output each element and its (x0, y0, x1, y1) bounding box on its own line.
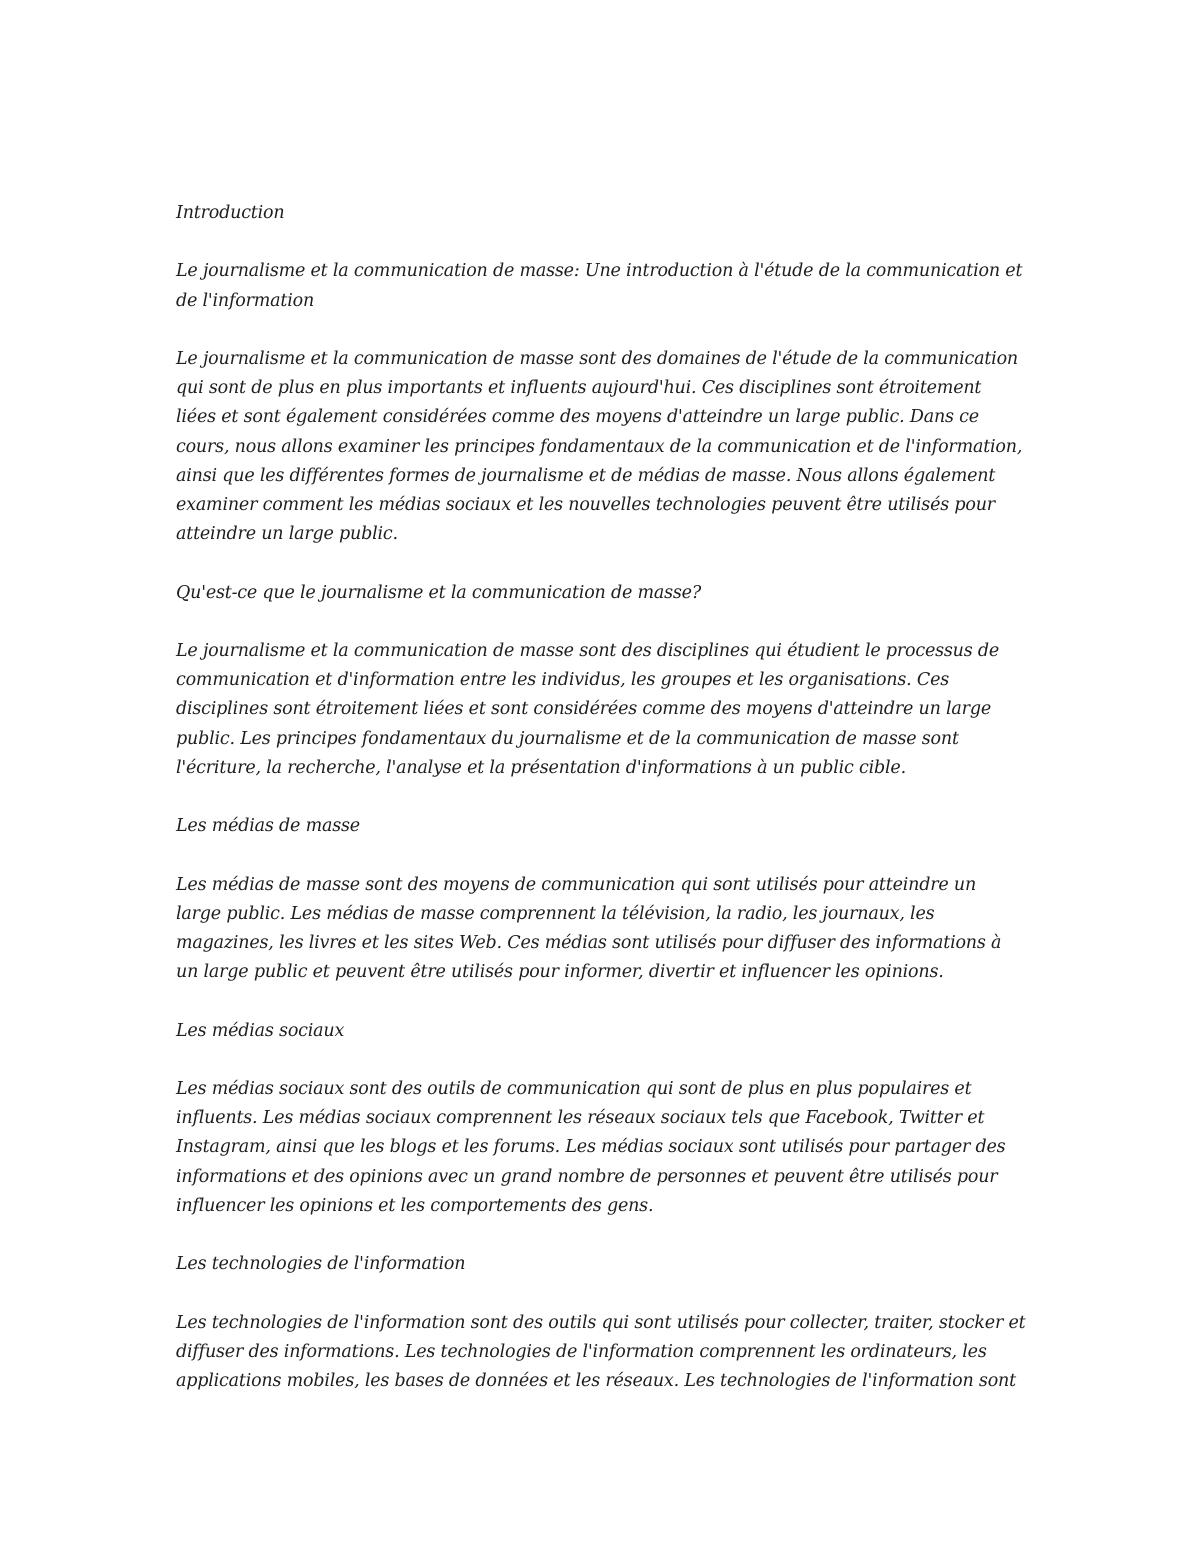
section-paragraph-information-technology: Les technologies de l'information sont des outils qui sont utilisés pour collecter, traiter, stocker et diffuser des informations. Les technologies de l'information comprennent les ordinateurs, les applications mobiles, les bases de données et les réseaux. Les technologies de l'information sont (176, 1312, 1026, 1391)
section-heading-mass-media: Les médias de masse (176, 816, 360, 837)
intro-paragraph: Le journalisme et la communication de masse sont des domaines de l'étude de la communication qui sont de plus en plus importants et influents aujourd'hui. Ces disciplines sont étroitement liées et sont également considérées comme des moyens d'atteindre un large public. Dans ce cours, nous allons examiner les principes fondamentaux de la communication et de l'information, ainsi que les différentes formes de journalisme et de médias de masse. Nous allons également examiner comment les médias sociaux et les nouvelles technologies peuvent être utilisés pour atteindre un large public. (176, 348, 1023, 545)
section-paragraph-social-media: Les médias sociaux sont des outils de communication qui sont de plus en plus populaires et influents. Les médias sociaux comprennent les réseaux sociaux tels que Facebook, Twitter et Instagram, ainsi que les blogs et les forums. Les médias sociaux sont utilisés pour partager des informations et des opinions avec un grand nombre de personnes et peuvent être utilisés pour influencer les opinions et les comportements des gens. (176, 1078, 1006, 1216)
document-body (176, 199, 1026, 1396)
document-heading: Introduction (176, 203, 285, 223)
section-paragraph-question: Le journalisme et la communication de masse sont des disciplines qui étudient le processus de communication et d'information entre les individus, les groupes et les organisations. Ces disciplines sont étroitement liées et sont considérées comme des moyens d'atteindre un large public. Les principes fondamentaux du journalisme et de la communication de masse sont l'écriture, la recherche, l'analyse et la présentation d'informations à un public cible. (176, 640, 1000, 778)
document-subtitle: Le journalisme et la communication de masse: Une introduction à l'étude de la communication et de l'information (176, 261, 1023, 311)
section-paragraph-mass-media: Les médias de masse sont des moyens de communication qui sont utilisés pour atteindre un large public. Les médias de masse comprennent la télévision, la radio, les journaux, les magazines, les livres et les sites Web. Ces médias sont utilisés pour diffuser des informations à un large public et peuvent être utilisés pour informer, divertir et influencer les opinions. (176, 874, 1002, 983)
section-heading-social-media: Les médias sociaux (176, 1020, 345, 1041)
section-heading-information-technology: Les technologies de l'information (176, 1254, 466, 1275)
section-heading-question: Qu'est-ce que le journalisme et la communication de masse? (176, 582, 702, 603)
